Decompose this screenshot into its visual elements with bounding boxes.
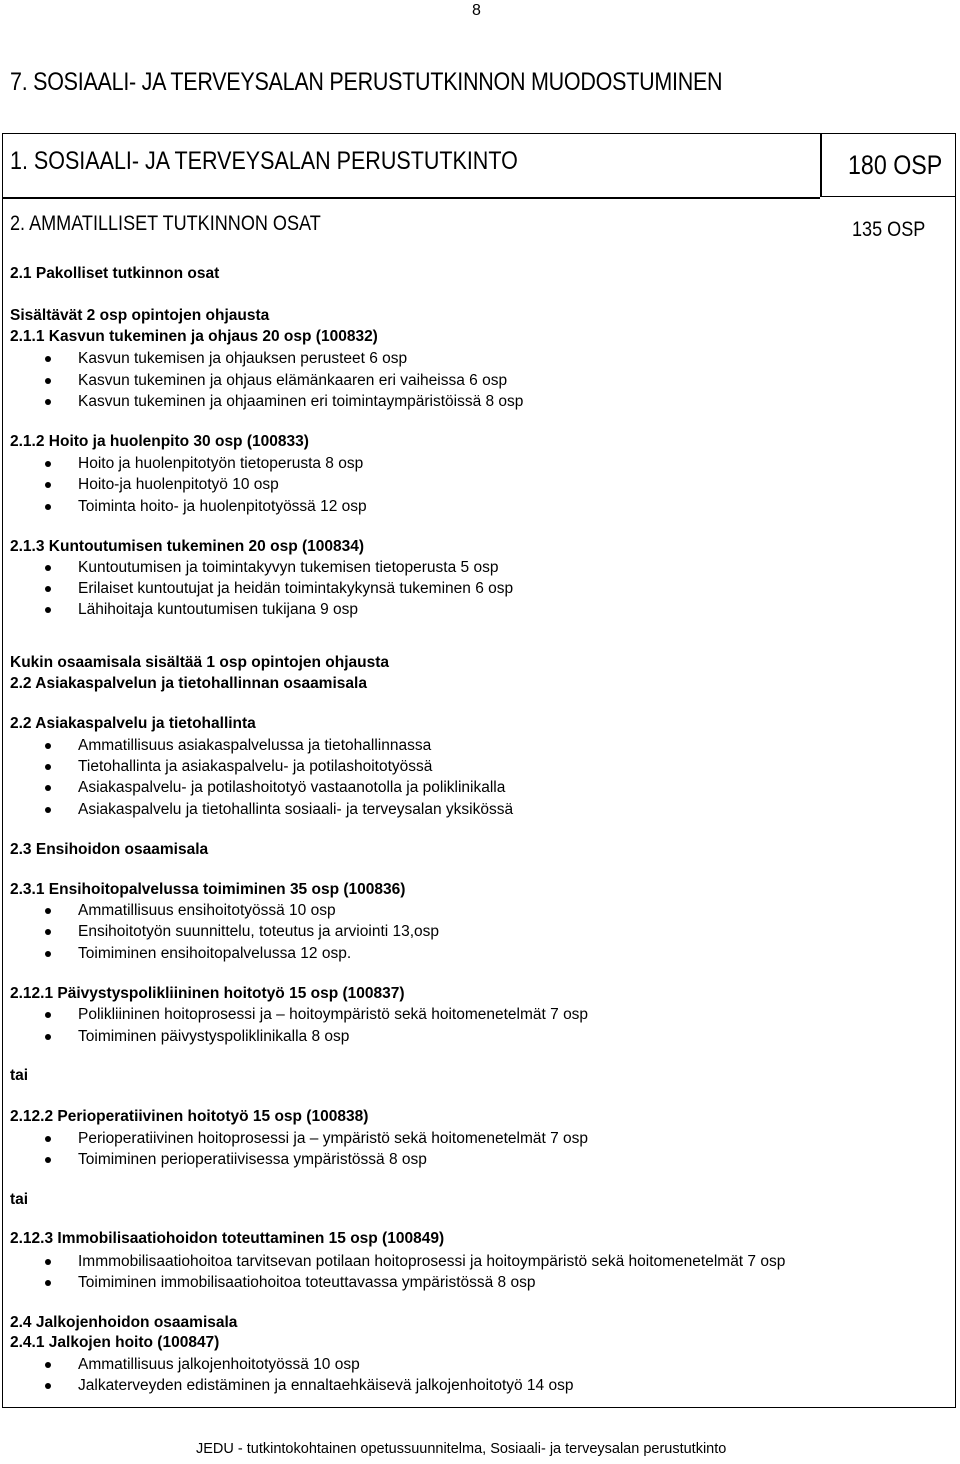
list-item: Toimiminen päivystyspoliklinikalla 8 osp bbox=[78, 1028, 349, 1046]
bullet-icon bbox=[45, 807, 51, 813]
bullet-icon bbox=[45, 378, 51, 384]
bullet-icon bbox=[45, 764, 51, 770]
list-item: Toimiminen immobilisaatiohoitoa toteuttavassa ympäristössä 8 osp bbox=[78, 1274, 535, 1292]
bullet-icon bbox=[45, 1157, 51, 1163]
section-2-12-2-title: 2.12.2 Perioperatiivinen hoitotyö 15 osp (100838) bbox=[10, 1108, 369, 1125]
list-item: Kuntoutumisen ja toimintakyvyn tukemisen tietoperusta 5 osp bbox=[78, 559, 498, 577]
list-item: Asiakaspalvelu ja tietohallinta sosiaali- ja terveysalan yksikössä bbox=[78, 801, 513, 819]
section-2-1-1-title: 2.1.1 Kasvun tukeminen ja ohjaus 20 osp (100832) bbox=[10, 328, 378, 345]
bullet-icon bbox=[45, 482, 51, 488]
or-label: tai bbox=[10, 1067, 29, 1084]
bullet-icon bbox=[45, 461, 51, 467]
program-2-4-title: 2.4 Jalkojenhoidon osaamisala bbox=[10, 1314, 238, 1331]
section-2-4-1-title: 2.4.1 Jalkojen hoito (100847) bbox=[10, 1334, 220, 1351]
list-item: Ammatillisuus asiakaspalvelussa ja tietohallinnassa bbox=[78, 737, 431, 755]
bullet-icon bbox=[45, 607, 51, 613]
degree-osp: 180 OSP bbox=[848, 150, 943, 180]
section-2-1-3-title: 2.1.3 Kuntoutumisen tukeminen 20 osp (100834) bbox=[10, 538, 365, 555]
section-2-2-title: 2.2 Asiakaspalvelu ja tietohallinta bbox=[10, 715, 256, 732]
list-item: Kasvun tukemisen ja ohjauksen perusteet 6 osp bbox=[78, 350, 407, 368]
page-footer: JEDU - tutkintokohtainen opetussuunnitelma, Sosiaali- ja terveysalan perustutkinto bbox=[196, 1441, 727, 1457]
list-item: Ammatillisuus jalkojenhoitotyössä 10 osp bbox=[78, 1356, 360, 1374]
bullet-icon bbox=[45, 785, 51, 791]
list-item: Tietohallinta ja asiakaspalvelu- ja potilashoitotyössä bbox=[78, 758, 432, 776]
bullet-icon bbox=[45, 1383, 51, 1389]
bullet-icon bbox=[45, 504, 51, 510]
bullet-icon bbox=[45, 586, 51, 592]
bullet-icon bbox=[45, 908, 51, 914]
or-label: tai bbox=[10, 1191, 29, 1208]
bullet-icon bbox=[45, 1012, 51, 1018]
list-item: Toiminta hoito- ja huolenpitotyössä 12 osp bbox=[78, 498, 367, 516]
bullet-icon bbox=[45, 1034, 51, 1040]
units-title: 2. AMMATILLISET TUTKINNON OSAT bbox=[10, 212, 321, 235]
list-item: Lähihoitaja kuntoutumisen tukijana 9 osp bbox=[78, 601, 358, 619]
bullet-icon bbox=[45, 929, 51, 935]
section-2-1-title: 2.1 Pakolliset tutkinnon osat bbox=[10, 265, 220, 282]
bullet-icon bbox=[45, 1362, 51, 1368]
list-item: Hoito-ja huolenpitotyö 10 osp bbox=[78, 476, 279, 494]
bullet-icon bbox=[45, 356, 51, 362]
list-item: Kasvun tukeminen ja ohjaaminen eri toimintaympäristöissä 8 osp bbox=[78, 393, 523, 411]
bullet-icon bbox=[45, 1280, 51, 1286]
list-item: Ensihoitotyön suunnittelu, toteutus ja arviointi 13,osp bbox=[78, 923, 439, 941]
program-2-2-title: 2.2 Asiakaspalvelun ja tietohallinnan osaamisala bbox=[10, 675, 367, 692]
list-item: Polikliininen hoitoprosessi ja – hoitoympäristö sekä hoitomenetelmät 7 osp bbox=[78, 1006, 588, 1024]
bullet-icon bbox=[45, 399, 51, 405]
list-item: Toimiminen perioperatiivisessa ympäristössä 8 osp bbox=[78, 1151, 427, 1169]
list-item: Hoito ja huolenpitotyön tietoperusta 8 osp bbox=[78, 455, 363, 473]
bullet-icon bbox=[45, 565, 51, 571]
list-item: Erilaiset kuntoutujat ja heidän toimintakykynsä tukeminen 6 osp bbox=[78, 580, 513, 598]
degree-title: 1. SOSIAALI- JA TERVEYSALAN PERUSTUTKINTO bbox=[10, 147, 518, 175]
program-2-3-title: 2.3 Ensihoidon osaamisala bbox=[10, 841, 209, 858]
list-item: Immmobilisaatiohoitoa tarvitsevan potilaan hoitoprosessi ja hoitoympäristö sekä hoitomenetelmät 7 osp bbox=[78, 1253, 785, 1271]
list-item: Kasvun tukeminen ja ohjaus elämänkaaren eri vaiheissa 6 osp bbox=[78, 372, 507, 390]
section-2-12-1-title: 2.12.1 Päivystyspolikliininen hoitotyö 15 osp (100837) bbox=[10, 985, 405, 1002]
units-osp: 135 OSP bbox=[852, 218, 926, 241]
page-number: 8 bbox=[472, 2, 481, 19]
bullet-icon bbox=[45, 951, 51, 957]
section-2-1-2-title: 2.1.2 Hoito ja huolenpito 30 osp (100833) bbox=[10, 433, 309, 450]
bullet-icon bbox=[45, 1259, 51, 1265]
list-item: Perioperatiivinen hoitoprosessi ja – ympäristö sekä hoitomenetelmät 7 osp bbox=[78, 1130, 588, 1148]
header-divider bbox=[820, 133, 822, 197]
list-item: Asiakaspalvelu- ja potilashoitotyö vastaanotolla ja poliklinikalla bbox=[78, 779, 505, 797]
bullet-icon bbox=[45, 1136, 51, 1142]
list-item: Jalkaterveyden edistäminen ja ennaltaehkäisevä jalkojenhoitotyö 14 osp bbox=[78, 1377, 573, 1395]
guidance-note: Sisältävät 2 osp opintojen ohjausta bbox=[10, 307, 270, 324]
list-item: Ammatillisuus ensihoitotyössä 10 osp bbox=[78, 902, 336, 920]
program-guidance-note: Kukin osaamisala sisältää 1 osp opintojen ohjausta bbox=[10, 654, 390, 671]
bullet-icon bbox=[45, 743, 51, 749]
chapter-title: 7. SOSIAALI- JA TERVEYSALAN PERUSTUTKINNON MUODOSTUMINEN bbox=[10, 68, 723, 96]
section-2-12-3-title: 2.12.3 Immobilisaatiohoidon toteuttaminen 15 osp (100849) bbox=[10, 1230, 445, 1247]
list-item: Toimiminen ensihoitopalvelussa 12 osp. bbox=[78, 945, 351, 963]
header-rule bbox=[2, 197, 820, 199]
section-2-3-1-title: 2.3.1 Ensihoitopalvelussa toimiminen 35 osp (100836) bbox=[10, 881, 406, 898]
